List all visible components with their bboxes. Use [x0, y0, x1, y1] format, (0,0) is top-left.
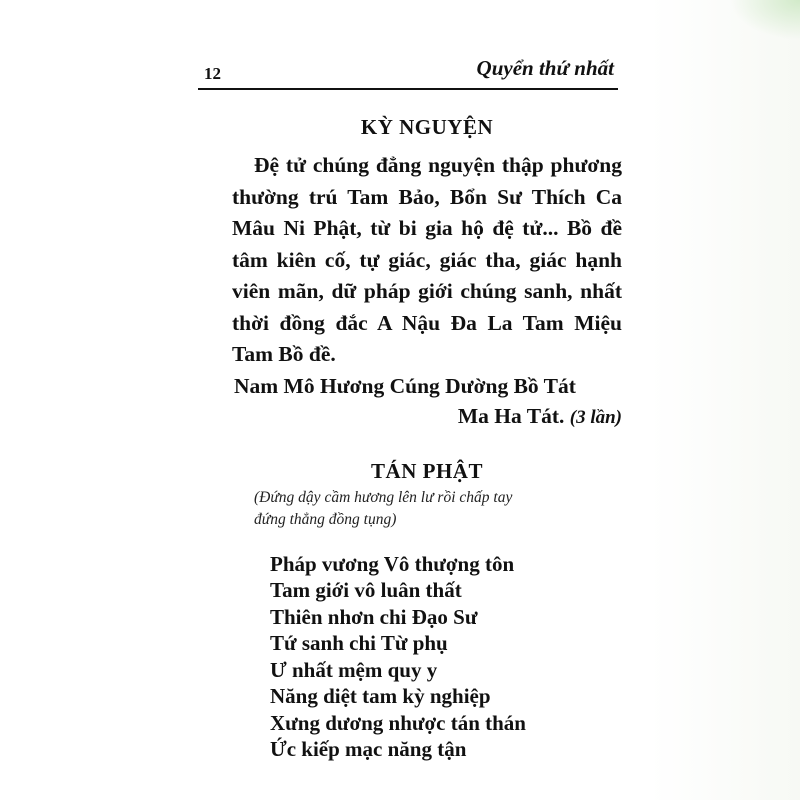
- page-header: [198, 56, 618, 88]
- verse-block: [270, 551, 622, 763]
- verse-line: Xưng dương nhược tán thán: [270, 710, 526, 735]
- verse-line: Ức kiếp mạc năng tận: [270, 737, 467, 761]
- prayer-paragraph: [232, 150, 622, 371]
- verse-line: Năng diệt tam kỳ nghiệp: [270, 684, 491, 708]
- verse-line: Tam giới vô luân thất: [270, 578, 462, 602]
- invocation-text-1: Nam Mô Hương Cúng Dường Bồ Tát: [234, 373, 576, 398]
- page-content: [232, 100, 622, 763]
- running-title: Quyển thứ nhất: [476, 56, 614, 80]
- invocation-text-2: Ma Ha Tát.: [457, 403, 565, 428]
- section-title-ky-nguyen: KỲ NGUYỆN: [360, 115, 494, 139]
- verse-line: Tứ sanh chi Từ phụ: [270, 631, 448, 655]
- prayer-text: Đệ tử chúng đẳng nguyện thập phương thường trú Tam Bảo, Bổn Sư Thích Ca Mâu Ni Phật, từ bi gia hộ đệ tử... Bồ đề tâm kiên cố, tự giác, giác tha, giác hạnh viên mãn, dữ pháp giới chúng sanh, nhất thời đồng đắc A Nậu Đa La Tam Miệu Tam Bồ đề.: [232, 153, 622, 366]
- verse-line: Ư nhất mệm quy y: [270, 657, 438, 682]
- section-title-tan-phat: TÁN PHẬT: [371, 458, 483, 483]
- instruction-line-1: (Đứng dậy cầm hương lên lư rồi chấp tay: [254, 488, 513, 506]
- instruction-line-2: đứng thẳng đồng tụng): [254, 510, 397, 528]
- corner-tint: [730, 0, 800, 40]
- verse-line: Thiên nhơn chi Đạo Sư: [270, 604, 478, 629]
- invocation-line-2: [232, 401, 622, 433]
- header-rule: [198, 88, 618, 90]
- invocation-line-1: [234, 371, 622, 401]
- repeat-note: (3 lần): [569, 406, 622, 428]
- verse-line: Pháp vương Vô thượng tôn: [270, 551, 515, 576]
- page-number: 12: [204, 64, 221, 83]
- page-edge-shading: [650, 0, 800, 800]
